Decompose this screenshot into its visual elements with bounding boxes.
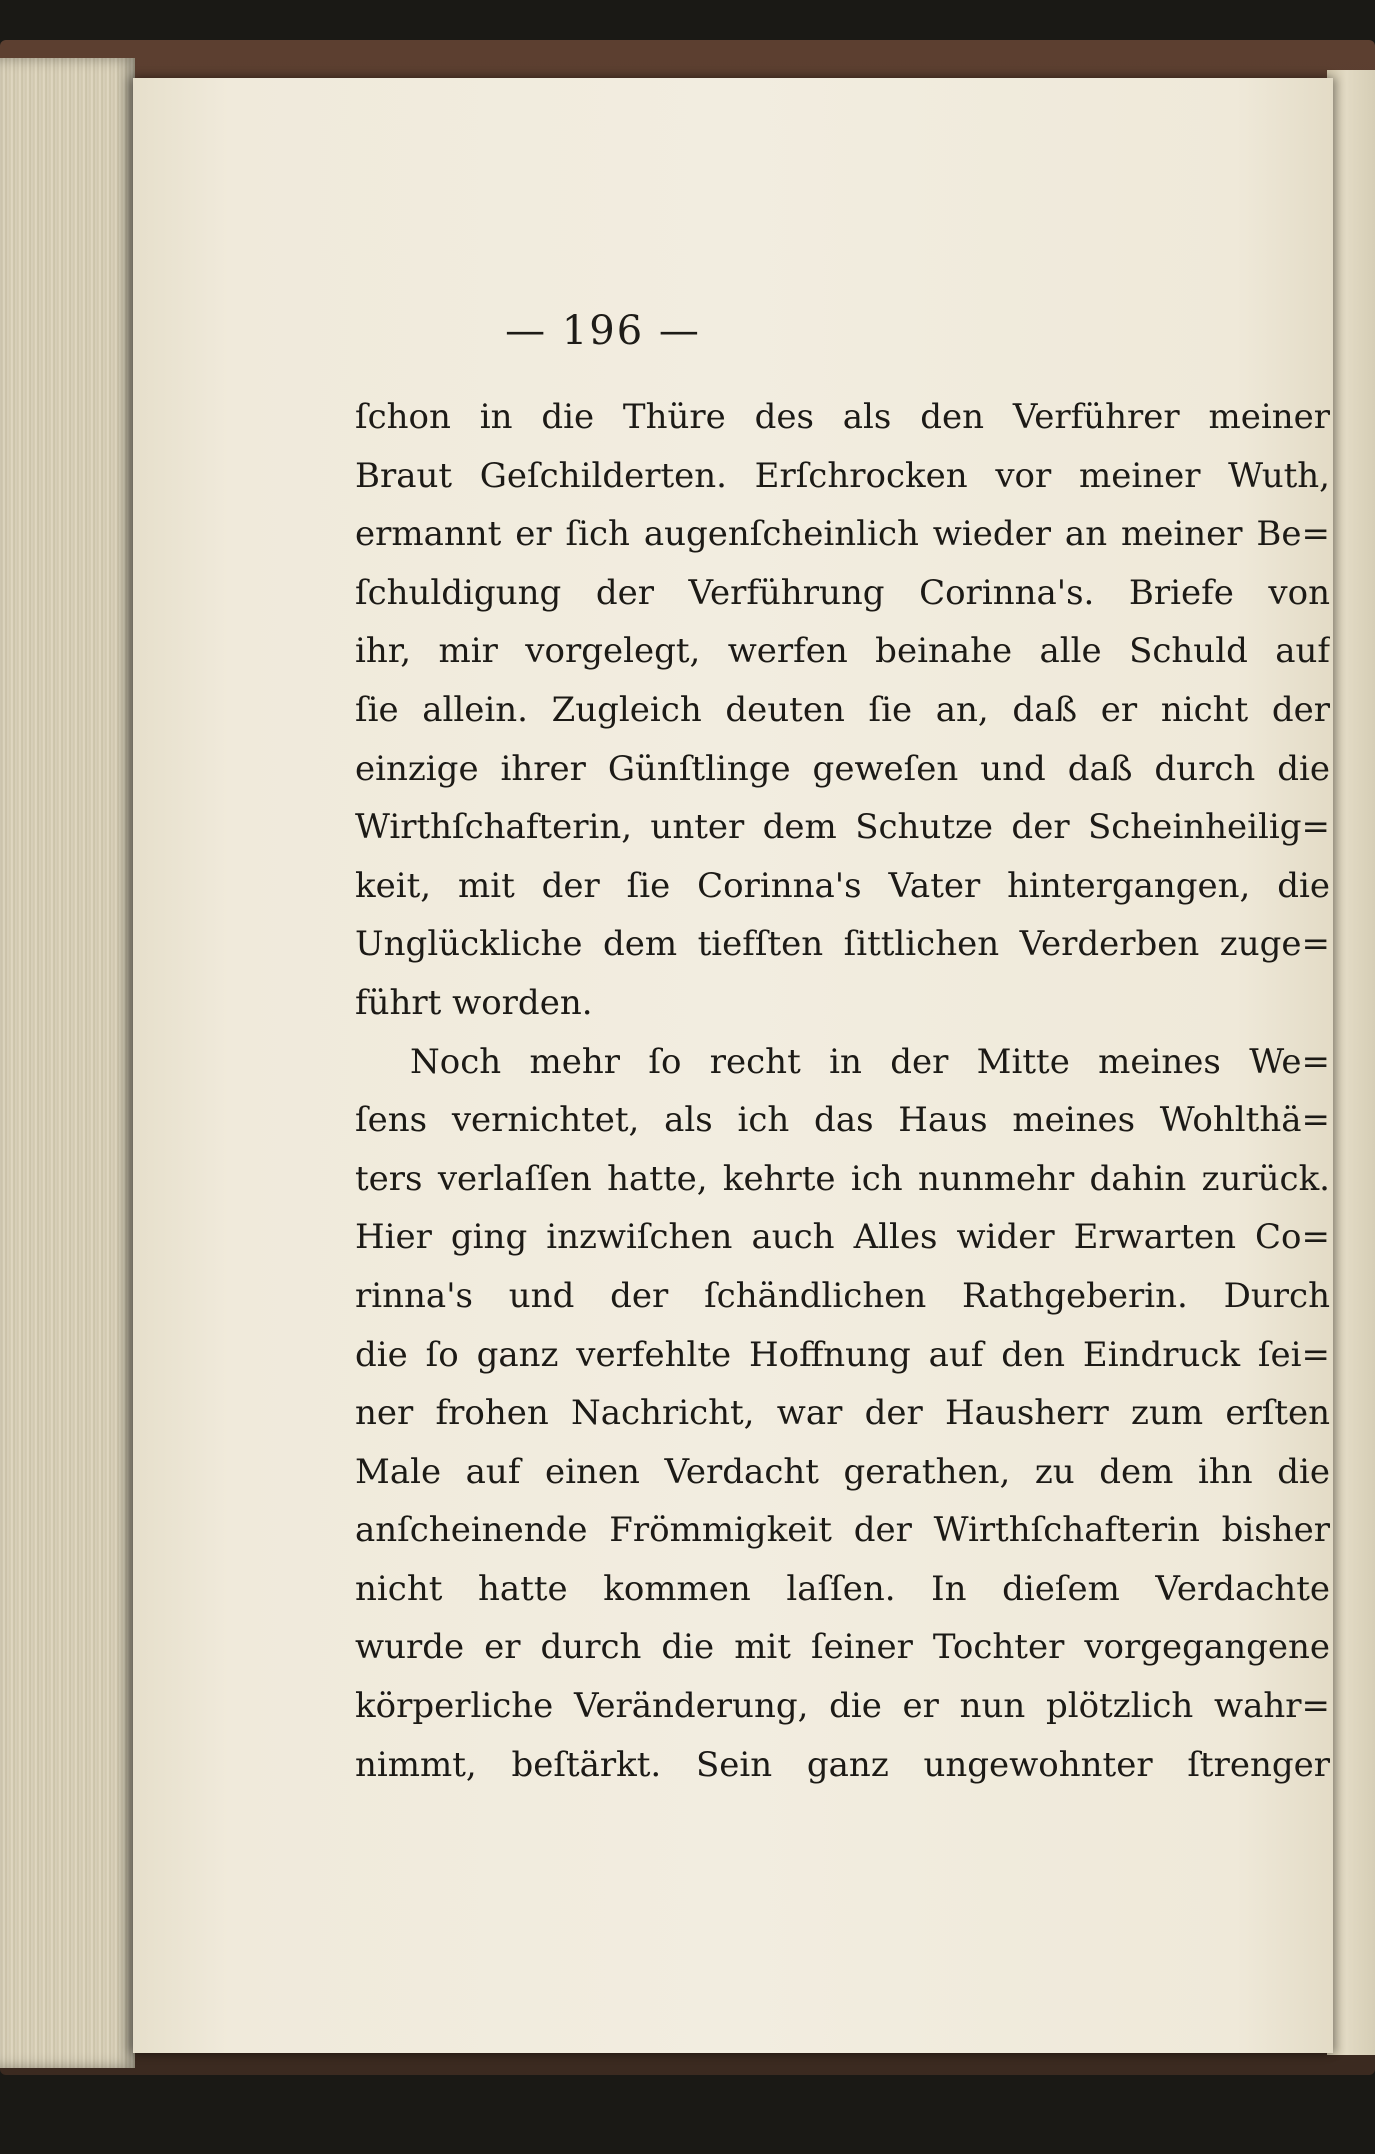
text-line: wurde er durch die mit ſeiner Tochter vorgegangene xyxy=(355,1627,1330,1668)
text-line: Noch mehr ſo recht in der Mitte meines We= xyxy=(410,1041,1330,1082)
text-line: einzige ihrer Günſtlinge geweſen und daß durch die xyxy=(355,748,1330,789)
text-line: die ſo ganz verfehlte Hoffnung auf den Eindruck ſei= xyxy=(355,1334,1330,1375)
text-line: nimmt, beſtärkt. Sein ganz ungewohnter ſtrenger xyxy=(355,1744,1330,1785)
text-line: Male auf einen Verdacht gerathen, zu dem ihn die xyxy=(355,1451,1330,1492)
text-line: ſchon in die Thüre des als den Verführer meiner xyxy=(355,397,1330,437)
text-line: körperliche Veränderung, die er nun plötzlich wahr= xyxy=(355,1686,1330,1727)
text-line: ihr, mir vorgelegt, werfen beinahe alle Schuld auf xyxy=(355,631,1330,672)
text-line: rinna's und der ſchändlichen Rathgeberin. Durch xyxy=(355,1275,1330,1316)
text-line: keit, mit der ſie Corinna's Vater hintergangen, die xyxy=(355,865,1330,906)
facing-page-edge xyxy=(1327,70,1375,2055)
text-line: Braut Geſchilderten. Erſchrocken vor meiner Wuth, xyxy=(355,455,1330,496)
text-line: ſens vernichtet, als ich das Haus meines Wohlthä= xyxy=(355,1100,1330,1141)
text-line: Hier ging inzwiſchen auch Alles wider Erwarten Co= xyxy=(355,1217,1330,1258)
text-line: ters verlaſſen hatte, kehrte ich nunmehr dahin zurück. xyxy=(355,1158,1330,1199)
text-line: Unglückliche dem tiefſten ſittlichen Verderben zuge= xyxy=(355,924,1330,965)
text-line: ermannt er ſich augenſcheinlich wieder an meiner Be= xyxy=(355,514,1330,555)
book-page xyxy=(133,78,1333,2053)
text-line: nicht hatte kommen laſſen. In dieſem Verdachte xyxy=(355,1568,1330,1609)
text-line: führt worden. xyxy=(355,982,593,1023)
text-line: anſcheinende Frömmigkeit der Wirthſchafterin bisher xyxy=(355,1510,1330,1551)
page-edges xyxy=(0,58,135,2068)
text-line: ner frohen Nachricht, war der Hausherr zum erſten xyxy=(355,1393,1330,1434)
text-line: ſie allein. Zugleich deuten ſie an, daß er nicht der xyxy=(355,689,1330,730)
text-line: ſchuldigung der Verführung Corinna's. Briefe von xyxy=(355,572,1330,613)
text-line: Wirthſchafterin, unter dem Schutze der Scheinheilig= xyxy=(355,807,1330,848)
page-number: — 196 — xyxy=(505,308,701,354)
body-text xyxy=(355,388,1330,1794)
